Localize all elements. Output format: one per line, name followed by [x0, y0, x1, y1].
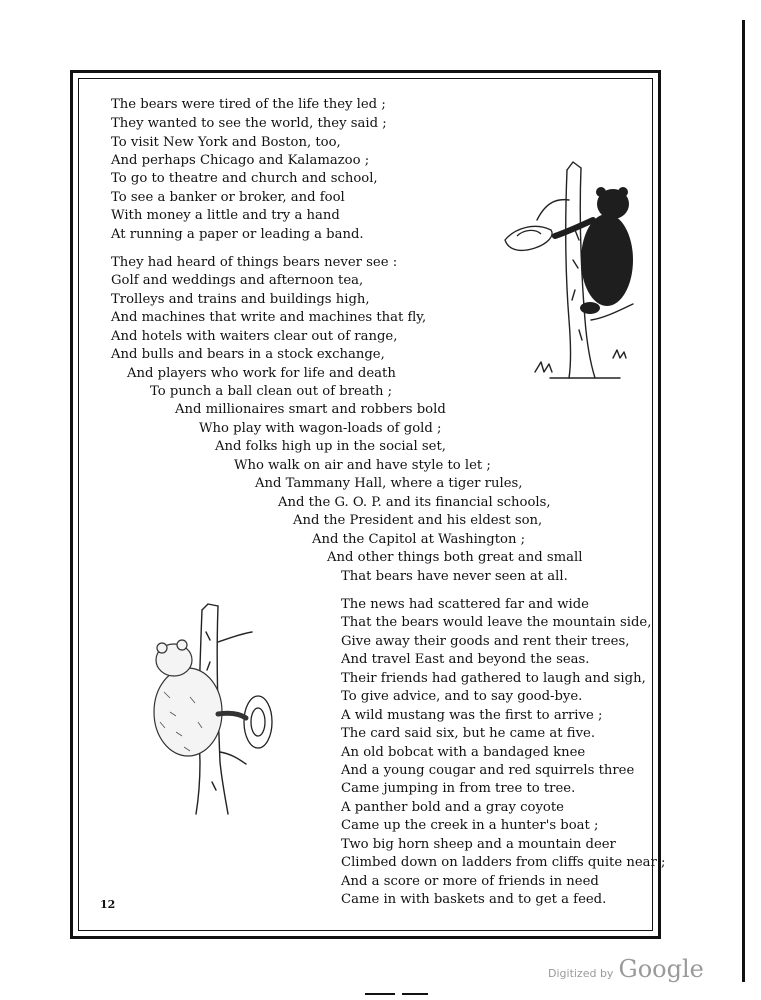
poem-line: Came jumping in from tree to tree. [341, 781, 576, 796]
poem-line: And players who work for life and death [127, 366, 396, 381]
poem-line: The card said six, but he came at five. [341, 726, 596, 741]
poem-line: Who play with wagon-loads of gold ; [199, 421, 442, 436]
right-margin-rule [742, 20, 745, 982]
poem-line: And the President and his eldest son, [293, 513, 543, 528]
bottom-mark-right [402, 993, 428, 995]
poem-line: That the bears would leave the mountain side, [341, 615, 652, 630]
poem-line: To go to theatre and church and school, [111, 171, 378, 186]
poem-line: And folks high up in the social set, [215, 439, 446, 454]
poem-line: The bears were tired of the life they led ; [111, 97, 386, 112]
watermark-brand: Google [618, 955, 704, 983]
poem-line: To punch a ball clean out of breath ; [150, 384, 393, 399]
poem-line: To visit New York and Boston, too, [111, 135, 341, 150]
poem-line: And a score or more of friends in need [341, 874, 599, 889]
poem-line: To give advice, and to say good-bye. [341, 689, 583, 704]
poem-line: And the G. O. P. and its financial schools, [278, 495, 551, 510]
poem-line: Give away their goods and rent their trees, [341, 634, 630, 649]
poem-line: And bulls and bears in a stock exchange, [111, 347, 385, 362]
poem-line: And a young cougar and red squirrels three [341, 763, 635, 778]
poem-line: A wild mustang was the first to arrive ; [341, 708, 603, 723]
poem-line: With money a little and try a hand [111, 208, 340, 223]
page-number: 12 [100, 898, 116, 911]
poem-line: That bears have never seen at all. [341, 569, 568, 584]
poem-line: And travel East and beyond the seas. [341, 652, 590, 667]
poem-line: The news had scattered far and wide [341, 597, 589, 612]
poem-line: Climbed down on ladders from cliffs quite near ; [341, 855, 666, 870]
poem-line: And perhaps Chicago and Kalamazoo ; [111, 153, 370, 168]
digitized-by-google-watermark [548, 955, 704, 983]
poem-line: They wanted to see the world, they said ; [111, 116, 387, 131]
poem-line: And Tammany Hall, where a tiger rules, [255, 476, 523, 491]
poem-line: Their friends had gathered to laugh and sigh, [341, 671, 646, 686]
poem-line: Trolleys and trains and buildings high, [111, 292, 370, 307]
bear-climbing-tree-illustration [495, 160, 645, 385]
poem-line: And the Capitol at Washington ; [312, 532, 526, 547]
poem-line: At running a paper or leading a band. [111, 227, 364, 242]
bottom-mark-left [365, 993, 395, 995]
poem-line: Golf and weddings and afternoon tea, [111, 273, 364, 288]
poem-line: Came in with baskets and to get a feed. [341, 892, 607, 907]
poem-line: To see a banker or broker, and fool [111, 190, 345, 205]
watermark-prefix: Digitized by [548, 967, 614, 980]
poem-line: An old bobcat with a bandaged knee [341, 745, 586, 760]
poem-line: And millionaires smart and robbers bold [175, 402, 446, 417]
bear-hugging-tree-illustration [140, 602, 280, 817]
poem-line: Came up the creek in a hunter's boat ; [341, 818, 599, 833]
poem-line: And other things both great and small [327, 550, 583, 565]
poem-line: And hotels with waiters clear out of range, [111, 329, 398, 344]
poem-line: They had heard of things bears never see : [111, 255, 398, 270]
poem-line: A panther bold and a gray coyote [341, 800, 564, 815]
poem-line: Who walk on air and have style to let ; [234, 458, 491, 473]
poem-line: Two big horn sheep and a mountain deer [341, 837, 616, 852]
poem-line: And machines that write and machines that fly, [111, 310, 427, 325]
